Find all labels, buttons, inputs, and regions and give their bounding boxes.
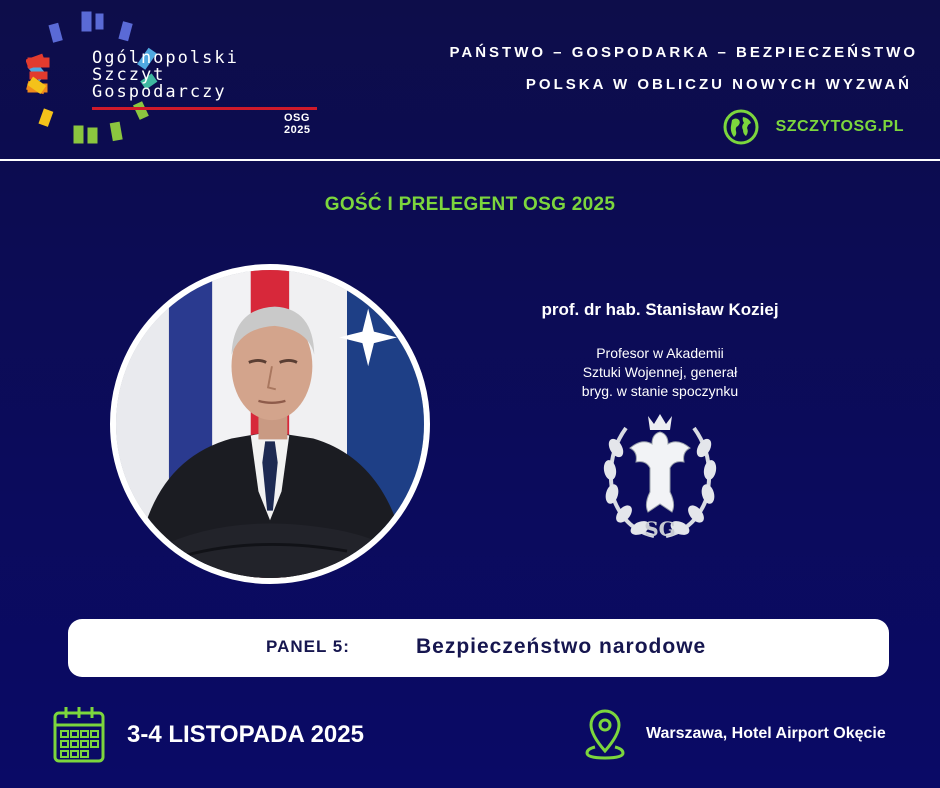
svg-text:SG: SG <box>644 517 676 541</box>
speaker-name: prof. dr hab. Stanisław Koziej <box>541 300 779 319</box>
logo-line-2: Szczyt <box>92 65 166 85</box>
section-title: GOŚĆ I PRELEGENT OSG 2025 <box>324 194 616 215</box>
map-pin-icon <box>583 707 627 761</box>
speaker-role-line-2: Sztuki Wojennej, generał <box>582 364 738 380</box>
globe-icon <box>722 108 760 146</box>
logo-line-1: Ogólnopolski <box>92 48 239 68</box>
eagle-emblem-icon <box>596 408 724 550</box>
panel-bar <box>68 619 889 677</box>
website-link[interactable] <box>722 108 904 146</box>
logo-edition: OSG 2025 <box>284 112 311 136</box>
tagline-line-1: PAŃSTWO – GOSPODARKA – BEZPIECZEŃSTWO <box>449 44 918 61</box>
panel-topic: Bezpieczeństwo narodowe <box>416 635 707 658</box>
logo-underline <box>92 107 317 110</box>
header-divider <box>0 159 940 161</box>
tagline-line-2: POLSKA W OBLICZU NOWYCH WYZWAŃ <box>525 76 912 93</box>
website-label[interactable]: SZCZYTOSG.PL <box>775 118 904 135</box>
speaker-info <box>500 300 820 401</box>
event-venue: Warszawa, Hotel Airport Okęcie <box>646 725 886 742</box>
panel-number: PANEL 5: <box>266 637 350 656</box>
logo-wordmark <box>92 50 239 101</box>
logo-line-3: Gospodarczy <box>92 82 227 102</box>
speaker-photo <box>116 270 424 578</box>
speaker-role-line-3: bryg. w stanie spoczynku <box>581 383 739 399</box>
speaker-role <box>540 344 780 401</box>
header-taglines <box>380 0 940 160</box>
speaker-role-line-1: Profesor w Akademii <box>596 345 724 361</box>
calendar-icon <box>52 705 106 765</box>
event-date: 3-4 LISTOPADA 2025 <box>127 721 364 748</box>
event-logo <box>26 10 326 145</box>
speaker-portrait <box>110 264 430 584</box>
